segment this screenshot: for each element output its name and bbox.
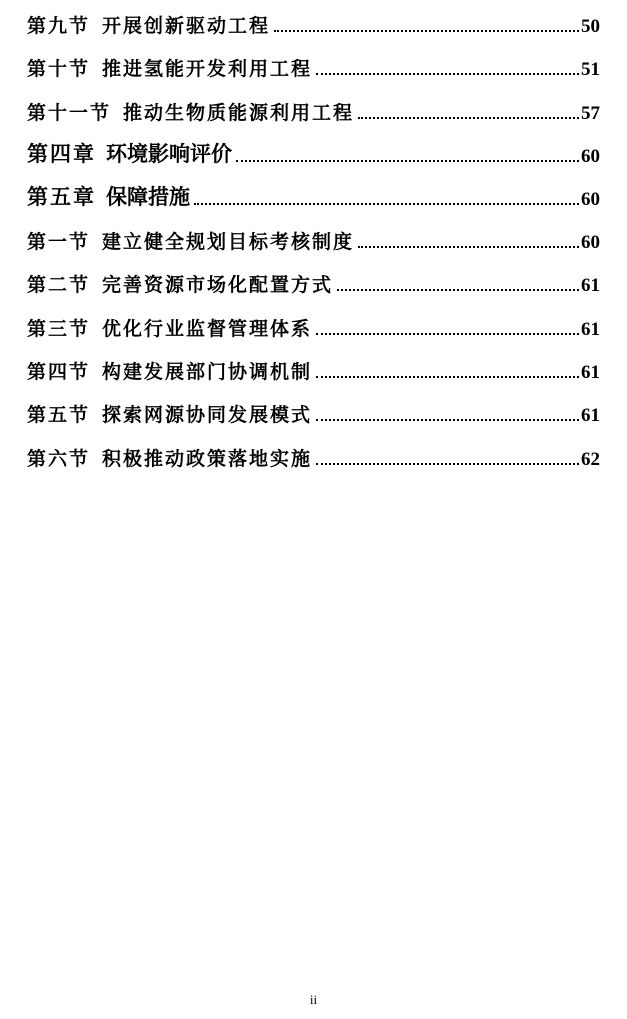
toc-entry[interactable] [27,397,600,427]
dot-leader [274,30,579,32]
toc-entry-page: 62 [581,449,600,470]
toc-entry[interactable] [27,224,600,254]
toc-entry-title: 优化行业监督管理体系 [102,318,313,340]
dot-leader [316,463,579,465]
dot-leader [316,376,579,378]
dot-leader [316,73,579,75]
toc-entry[interactable] [27,354,600,384]
toc-entry-number: 第三节 [27,318,91,340]
toc-entry[interactable] [27,8,600,38]
toc-entry-title: 建立健全规划目标考核制度 [102,231,355,253]
toc-entry-page: 61 [581,405,600,426]
toc-entry-number: 第十一节 [27,102,112,124]
toc-entry-title: 推进氢能开发利用工程 [102,58,313,80]
toc-entry-number: 第五节 [27,404,91,426]
toc-entry-number: 第十节 [27,58,91,80]
toc-entry-number: 第九节 [27,15,91,37]
toc-entry-title: 积极推动政策落地实施 [102,448,313,470]
toc-entry-page: 51 [581,59,600,80]
page-number: ii [309,992,318,1007]
toc-entry-number: 第六节 [27,448,91,470]
toc-entry-page: 60 [581,146,600,167]
toc-entry-page: 60 [581,232,600,253]
toc-entry-title: 开展创新驱动工程 [102,15,271,37]
toc-entry-page: 50 [581,16,600,37]
toc-entry[interactable] [27,51,600,81]
toc-chapter-entry[interactable] [27,138,600,168]
toc-entry-title: 构建发展部门协调机制 [102,361,313,383]
toc-entry-number: 第一节 [27,231,91,253]
toc-entry-page: 61 [581,319,600,340]
dot-leader [358,117,579,119]
toc-entry[interactable] [27,95,600,125]
toc-entry-page: 57 [581,103,600,124]
dot-leader [358,246,579,248]
toc-entry[interactable] [27,267,600,297]
toc-entry-title: 保障措施 [106,185,190,209]
toc-entry-page: 61 [581,362,600,383]
dot-leader [316,333,579,335]
toc-chapter-entry[interactable] [27,181,600,211]
dot-leader [236,160,579,162]
toc-entry-page: 61 [581,275,600,296]
dot-leader [194,203,579,205]
toc-entry-title: 环境影响评价 [106,142,232,166]
toc-entry-number: 第四章 [27,142,96,166]
toc-entry-number: 第五章 [27,185,96,209]
toc-entry-number: 第四节 [27,361,91,383]
toc-entry-number: 第二节 [27,274,91,296]
dot-leader [337,289,579,291]
toc-entry[interactable] [27,441,600,471]
dot-leader [316,419,579,421]
toc-entry[interactable] [27,311,600,341]
toc-entry-title: 推动生物质能源利用工程 [123,102,355,124]
toc-entry-title: 探索网源协同发展模式 [102,404,313,426]
toc-entry-title: 完善资源市场化配置方式 [102,274,334,296]
toc-entry-page: 60 [581,189,600,210]
